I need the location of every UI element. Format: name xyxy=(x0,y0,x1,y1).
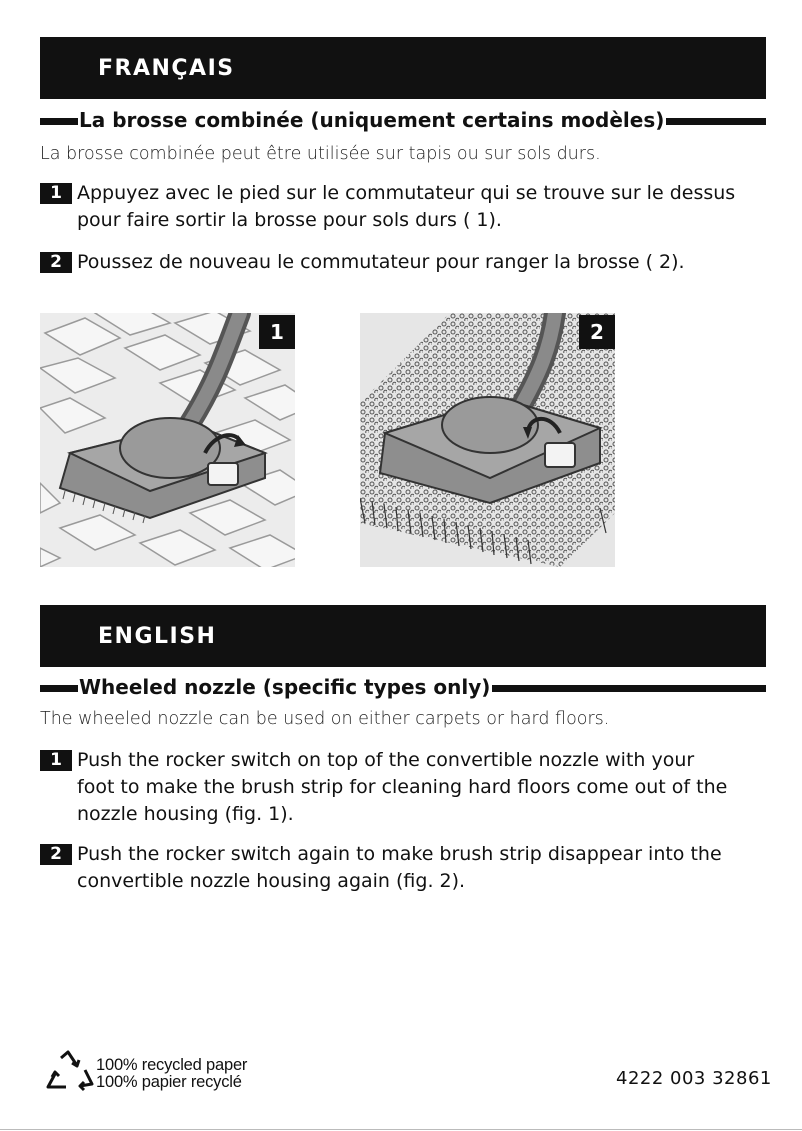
step-number: 1 xyxy=(40,750,72,771)
step-text-line: convertible nozzle housing again (fig. 2). xyxy=(77,870,466,892)
recycle-text xyxy=(96,1057,247,1091)
heading-rule-left xyxy=(40,118,78,125)
section-band-french xyxy=(40,37,766,99)
recycle-text-en: 100% recycled paper xyxy=(96,1056,248,1074)
step-number: 1 xyxy=(40,183,72,204)
step-english-1 xyxy=(40,747,770,828)
subheading-french xyxy=(40,105,766,135)
step-text-line: nozzle housing (fig. 1). xyxy=(77,803,294,825)
step-text-line: pour faire sortir la brosse pour sols durs ( 1). xyxy=(77,209,502,231)
figure-1-hard-floor xyxy=(40,313,295,567)
subheading-english xyxy=(40,672,766,702)
figure-number: 2 xyxy=(579,315,615,349)
nozzle-hard-floor-illustration xyxy=(40,313,295,567)
step-text-line: foot to make the brush strip for cleaning hard floors come out of the xyxy=(77,776,728,798)
heading-rule-right xyxy=(666,118,766,125)
heading-rule-right xyxy=(492,685,766,692)
step-text-line: Appuyez avec le pied sur le commutateur qui se trouve sur le dessus xyxy=(77,182,736,204)
figure-2-carpet xyxy=(360,313,615,567)
section-band-english xyxy=(40,605,766,667)
intro-french: La brosse combinée peut être utilisée sur tapis ou sur sols durs. xyxy=(40,144,601,164)
figure-number: 1 xyxy=(259,315,295,349)
page-bottom-divider xyxy=(0,1129,802,1130)
step-french-1 xyxy=(40,180,770,234)
step-english-2 xyxy=(40,841,770,895)
step-text-line: Push the rocker switch on top of the convertible nozzle with your xyxy=(77,749,695,771)
intro-english: The wheeled nozzle can be used on either carpets or hard floors. xyxy=(40,709,610,729)
recycle-icon xyxy=(44,1050,94,1096)
step-text-line: Poussez de nouveau le commutateur pour ranger la brosse ( 2). xyxy=(77,251,685,273)
nozzle-carpet-illustration xyxy=(360,313,615,567)
recycle-text-fr: 100% papier recyclé xyxy=(96,1073,242,1091)
section-title-english: ENGLISH xyxy=(98,624,217,649)
step-number: 2 xyxy=(40,844,72,865)
step-number: 2 xyxy=(40,252,72,273)
heading-text-english: Wheeled nozzle (specific types only) xyxy=(79,675,491,699)
document-code: 4222 003 32861 xyxy=(616,1068,772,1089)
section-title-french: FRANÇAIS xyxy=(98,56,235,81)
heading-rule-left xyxy=(40,685,78,692)
step-french-2 xyxy=(40,249,770,276)
heading-text-french: La brosse combinée (uniquement certains modèles) xyxy=(79,108,665,132)
step-text-line: Push the rocker switch again to make brush strip disappear into the xyxy=(77,843,722,865)
